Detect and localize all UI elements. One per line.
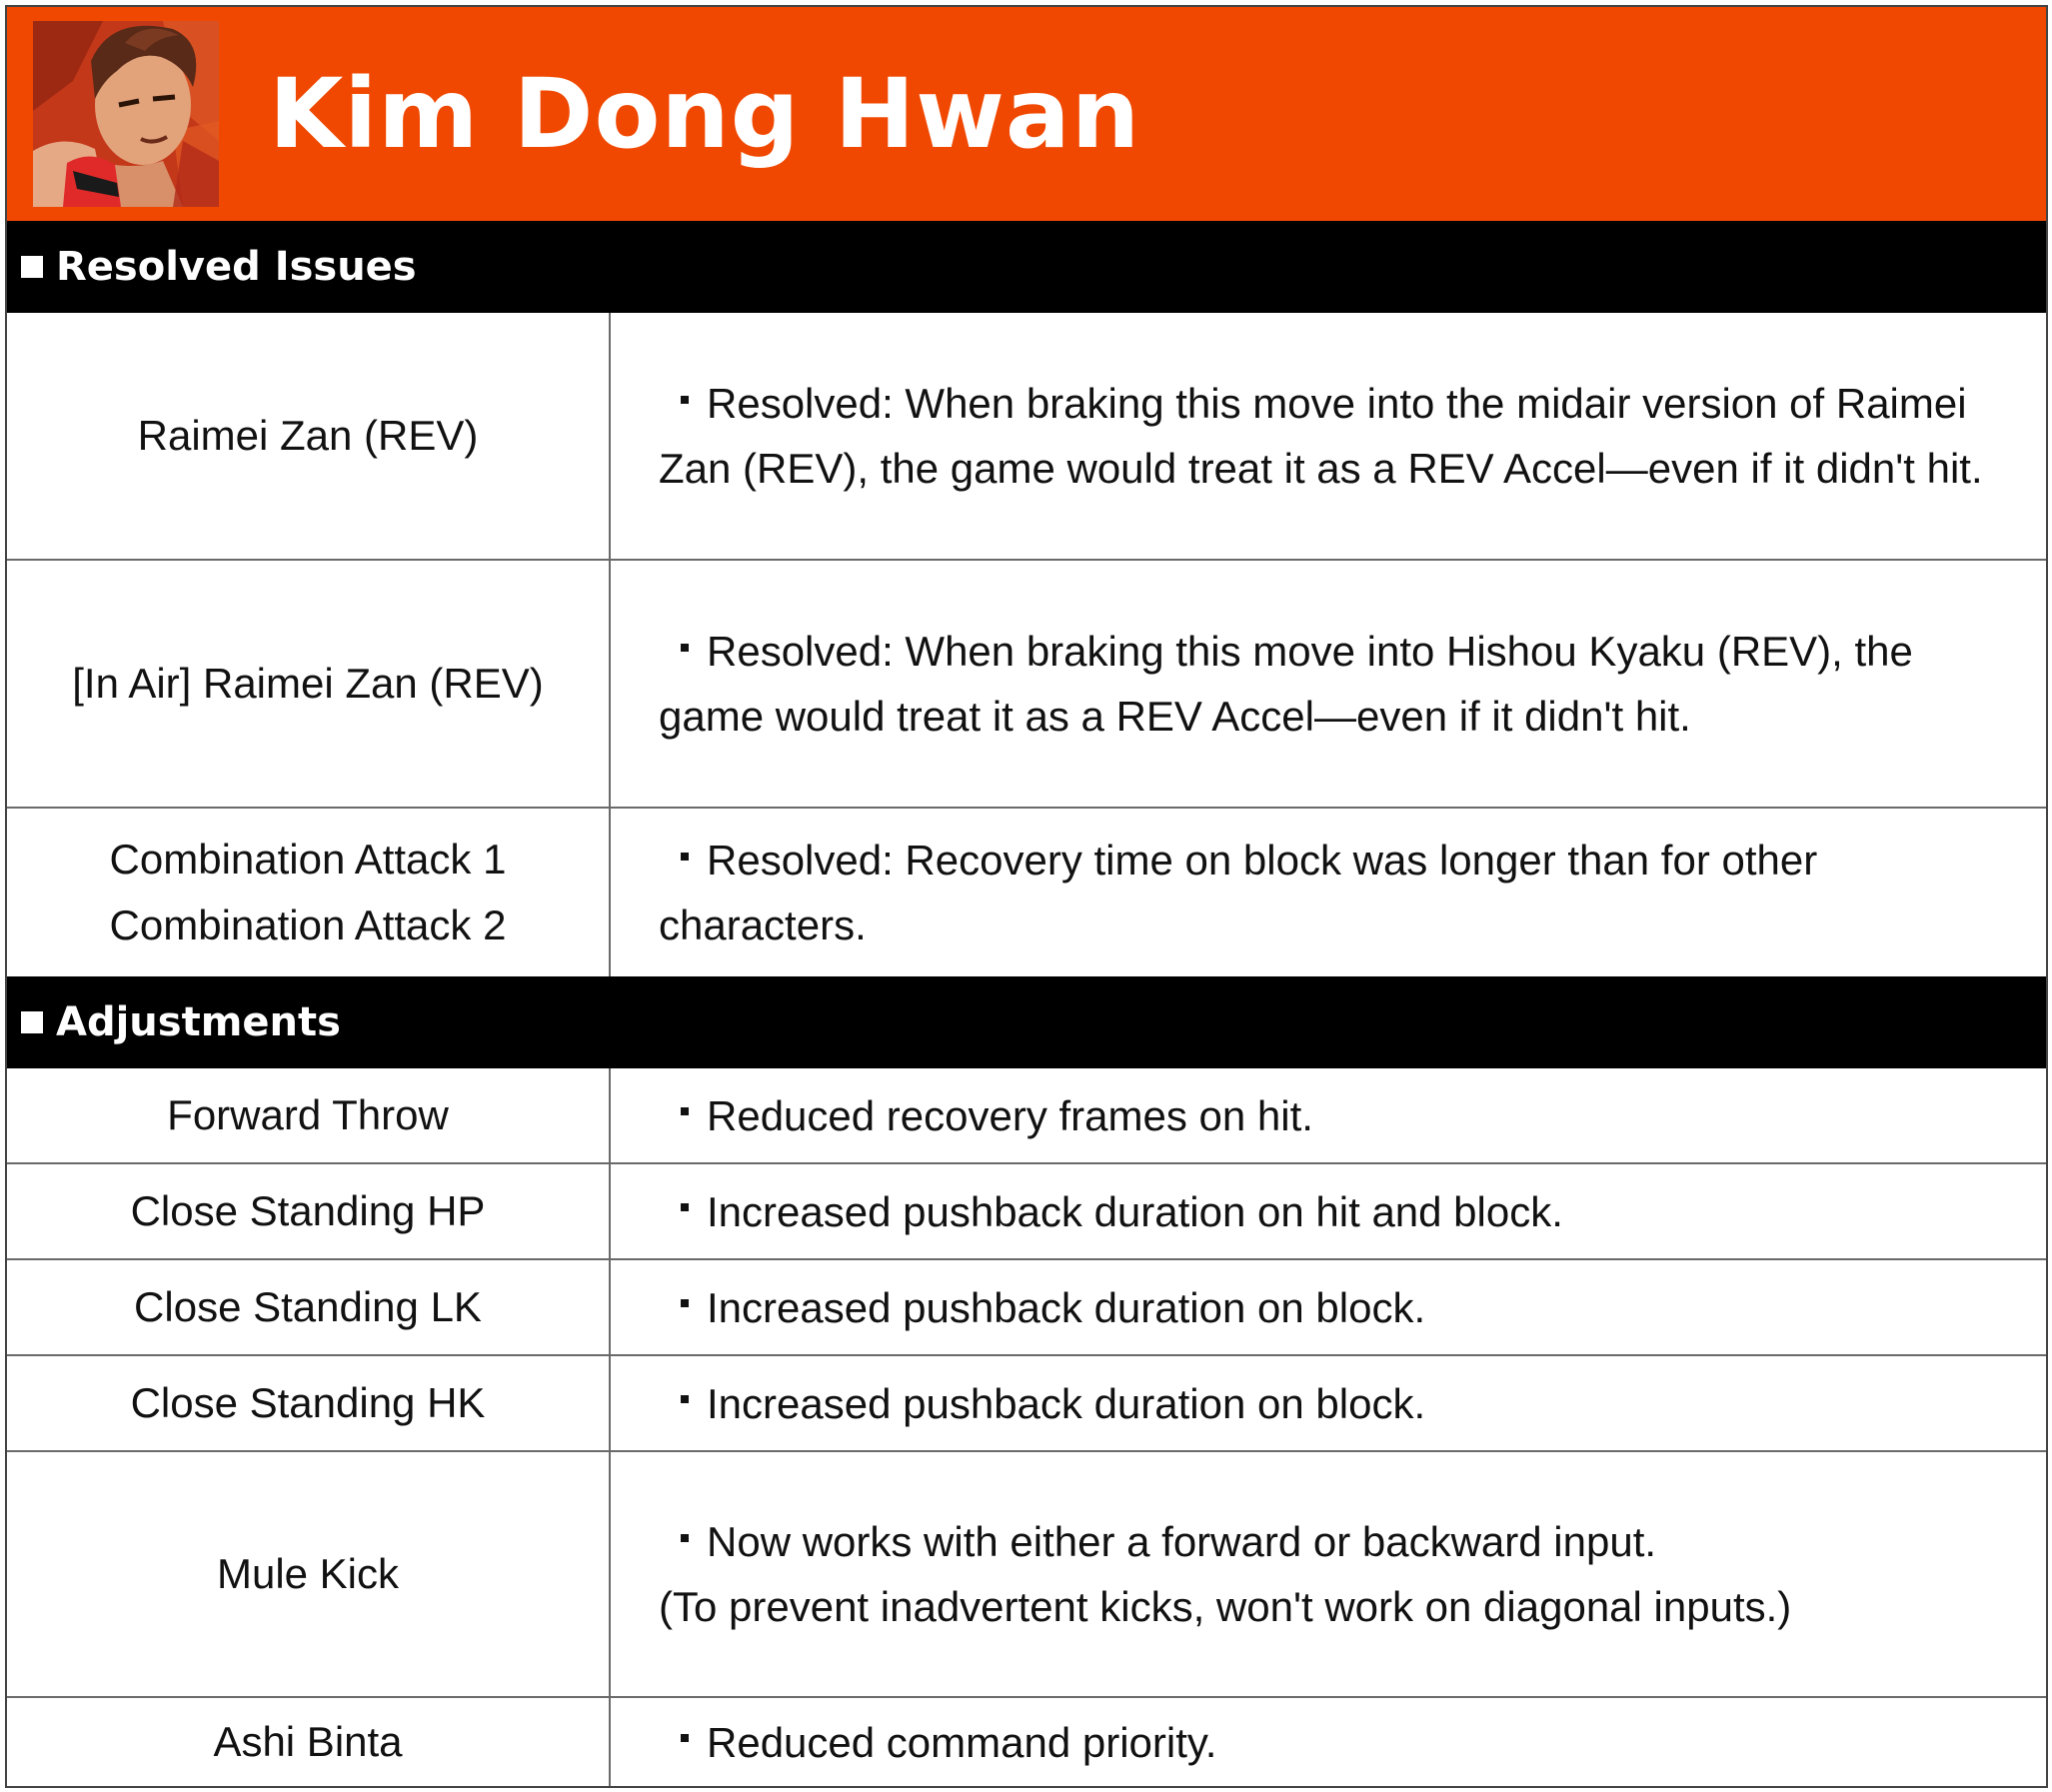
bullet-dot-icon — [681, 644, 689, 652]
bullet-dot-icon — [681, 1395, 689, 1403]
section-label: Resolved Issues — [56, 244, 417, 290]
description-text: Now works with either a forward or backward input. — [707, 1518, 1657, 1565]
move-name-cell — [7, 809, 611, 976]
bullet-dot-icon — [681, 1203, 689, 1211]
bullet-dot-icon — [681, 1734, 689, 1742]
description-text: Resolved: When braking this move into the midair version of Raimei Zan (REV), the game would treat it as a REV Accel—even if it didn't hit. — [659, 380, 1983, 492]
description-note: (To prevent inadvertent kicks, won't work on diagonal inputs.) — [659, 1583, 1792, 1630]
table-row — [7, 809, 2046, 976]
bullet-dot-icon — [681, 1107, 689, 1115]
description-text: Increased pushback duration on block. — [707, 1379, 1426, 1427]
section-header-resolved-issues — [7, 221, 2046, 313]
move-name: Combination Attack 1 — [109, 836, 507, 883]
table-row — [7, 313, 2046, 561]
description-cell — [611, 313, 2046, 559]
move-name: Raimei Zan (REV) — [137, 412, 479, 459]
table-row — [7, 1164, 2046, 1260]
move-name-cell — [7, 1260, 611, 1354]
header-banner — [7, 7, 2046, 221]
bullet-dot-icon — [681, 1534, 689, 1542]
square-bullet-icon — [21, 1011, 43, 1033]
description-cell — [611, 1260, 2046, 1354]
description-text: Reduced recovery frames on hit. — [707, 1091, 1313, 1139]
square-bullet-icon — [21, 256, 43, 278]
character-portrait-icon — [33, 21, 219, 207]
description-text: Reduced command priority. — [707, 1718, 1217, 1766]
description-cell — [611, 809, 2046, 976]
description-cell — [611, 1068, 2046, 1162]
description-text: Increased pushback duration on hit and block. — [707, 1187, 1563, 1235]
bullet-dot-icon — [681, 853, 689, 861]
move-name: [In Air] Raimei Zan (REV) — [72, 660, 544, 707]
description-text: Resolved: When braking this move into Hishou Kyaku (REV), the game would treat it as a REV Accel—even if it didn't hit. — [659, 628, 1913, 740]
description-cell — [611, 1452, 2046, 1696]
move-name: Close Standing LK — [134, 1283, 482, 1330]
move-name-cell — [7, 1068, 611, 1162]
move-name: Ashi Binta — [213, 1718, 403, 1765]
bullet-dot-icon — [681, 1299, 689, 1307]
move-name: Mule Kick — [216, 1550, 400, 1597]
description-text: Increased pushback duration on block. — [707, 1283, 1426, 1331]
move-name-cell — [7, 1452, 611, 1696]
table-row — [7, 1452, 2046, 1698]
table-row — [7, 1698, 2046, 1786]
move-name: Close Standing HP — [130, 1187, 486, 1234]
move-name-cell — [7, 1356, 611, 1450]
move-name: Forward Throw — [167, 1091, 449, 1138]
bullet-dot-icon — [681, 396, 689, 404]
table-row — [7, 1260, 2046, 1356]
section-label: Adjustments — [56, 999, 341, 1045]
move-name-cell — [7, 1164, 611, 1258]
table-row — [7, 1356, 2046, 1452]
move-name-cell — [7, 561, 611, 807]
description-cell — [611, 1164, 2046, 1258]
page-title: Kim Dong Hwan — [269, 58, 1141, 170]
section-header-adjustments — [7, 976, 2046, 1068]
table-row — [7, 1068, 2046, 1164]
description-cell — [611, 561, 2046, 807]
move-name: Close Standing HK — [130, 1379, 486, 1426]
table-row — [7, 561, 2046, 809]
description-cell — [611, 1356, 2046, 1450]
description-text: Resolved: Recovery time on block was longer than for other characters. — [659, 837, 1818, 948]
patch-notes-sheet — [5, 5, 2048, 1788]
description-cell — [611, 1698, 2046, 1786]
move-name-cell — [7, 1698, 611, 1786]
move-name-cell — [7, 313, 611, 559]
move-name: Combination Attack 2 — [109, 901, 507, 948]
